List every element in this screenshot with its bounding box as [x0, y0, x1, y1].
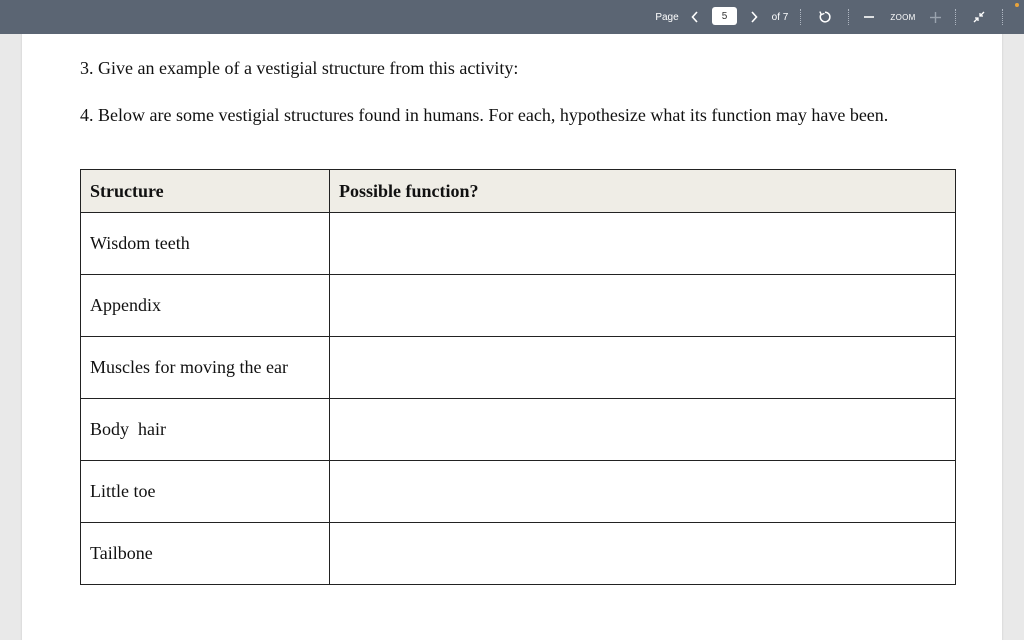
question-3: 3. Give an example of a vestigial structure from this activity:: [80, 58, 519, 78]
cut-off-text-line: [80, 628, 85, 640]
function-cell: [330, 275, 956, 337]
question-4: 4. Below are some vestigial structures found in humans. For each, hypothesize what its function may have been.: [80, 105, 889, 125]
structure-cell: Muscles for moving the ear: [81, 337, 330, 399]
table-row: [81, 399, 956, 461]
table-row: [81, 523, 956, 585]
zoom-in-button[interactable]: [926, 0, 944, 34]
chevron-right-icon: [750, 11, 758, 23]
structure-cell: Little toe: [81, 461, 330, 523]
plus-icon: [930, 12, 941, 23]
column-header-structure: Structure: [81, 170, 330, 213]
toolbar-separator: [848, 9, 849, 25]
table-row: [81, 461, 956, 523]
function-cell: [330, 461, 956, 523]
structure-cell: Appendix: [81, 275, 330, 337]
rotate-icon: [818, 10, 832, 24]
table-row: [81, 337, 956, 399]
previous-page-button[interactable]: [686, 0, 704, 34]
column-header-function: Possible function?: [330, 170, 956, 213]
structure-cell: Body hair: [81, 399, 330, 461]
viewer-toolbar: [0, 0, 1024, 34]
collapse-icon: [973, 11, 985, 23]
next-page-button[interactable]: [745, 0, 763, 34]
function-cell: [330, 399, 956, 461]
table-header-row: [81, 170, 956, 213]
minus-icon: [864, 12, 874, 22]
rotate-button[interactable]: [815, 0, 835, 34]
document-page: [22, 0, 1002, 640]
toolbar-separator: [1002, 9, 1003, 25]
page-label: Page: [655, 11, 679, 23]
function-cell: [330, 213, 956, 275]
page-count-label: of 7: [771, 11, 789, 23]
notification-dot: [1015, 3, 1019, 7]
fit-page-button[interactable]: [968, 0, 990, 34]
table-row: [81, 213, 956, 275]
function-cell: [330, 523, 956, 585]
function-cell: [330, 337, 956, 399]
zoom-label: ZOOM: [890, 12, 916, 22]
toolbar-separator: [800, 9, 801, 25]
structure-cell: Tailbone: [81, 523, 330, 585]
toolbar-separator: [955, 9, 956, 25]
chevron-left-icon: [691, 11, 699, 23]
structure-cell: Wisdom teeth: [81, 213, 330, 275]
zoom-out-button[interactable]: [860, 0, 878, 34]
page-number-input[interactable]: [712, 7, 737, 25]
table-row: [81, 275, 956, 337]
vestigial-structures-table: [80, 169, 956, 585]
